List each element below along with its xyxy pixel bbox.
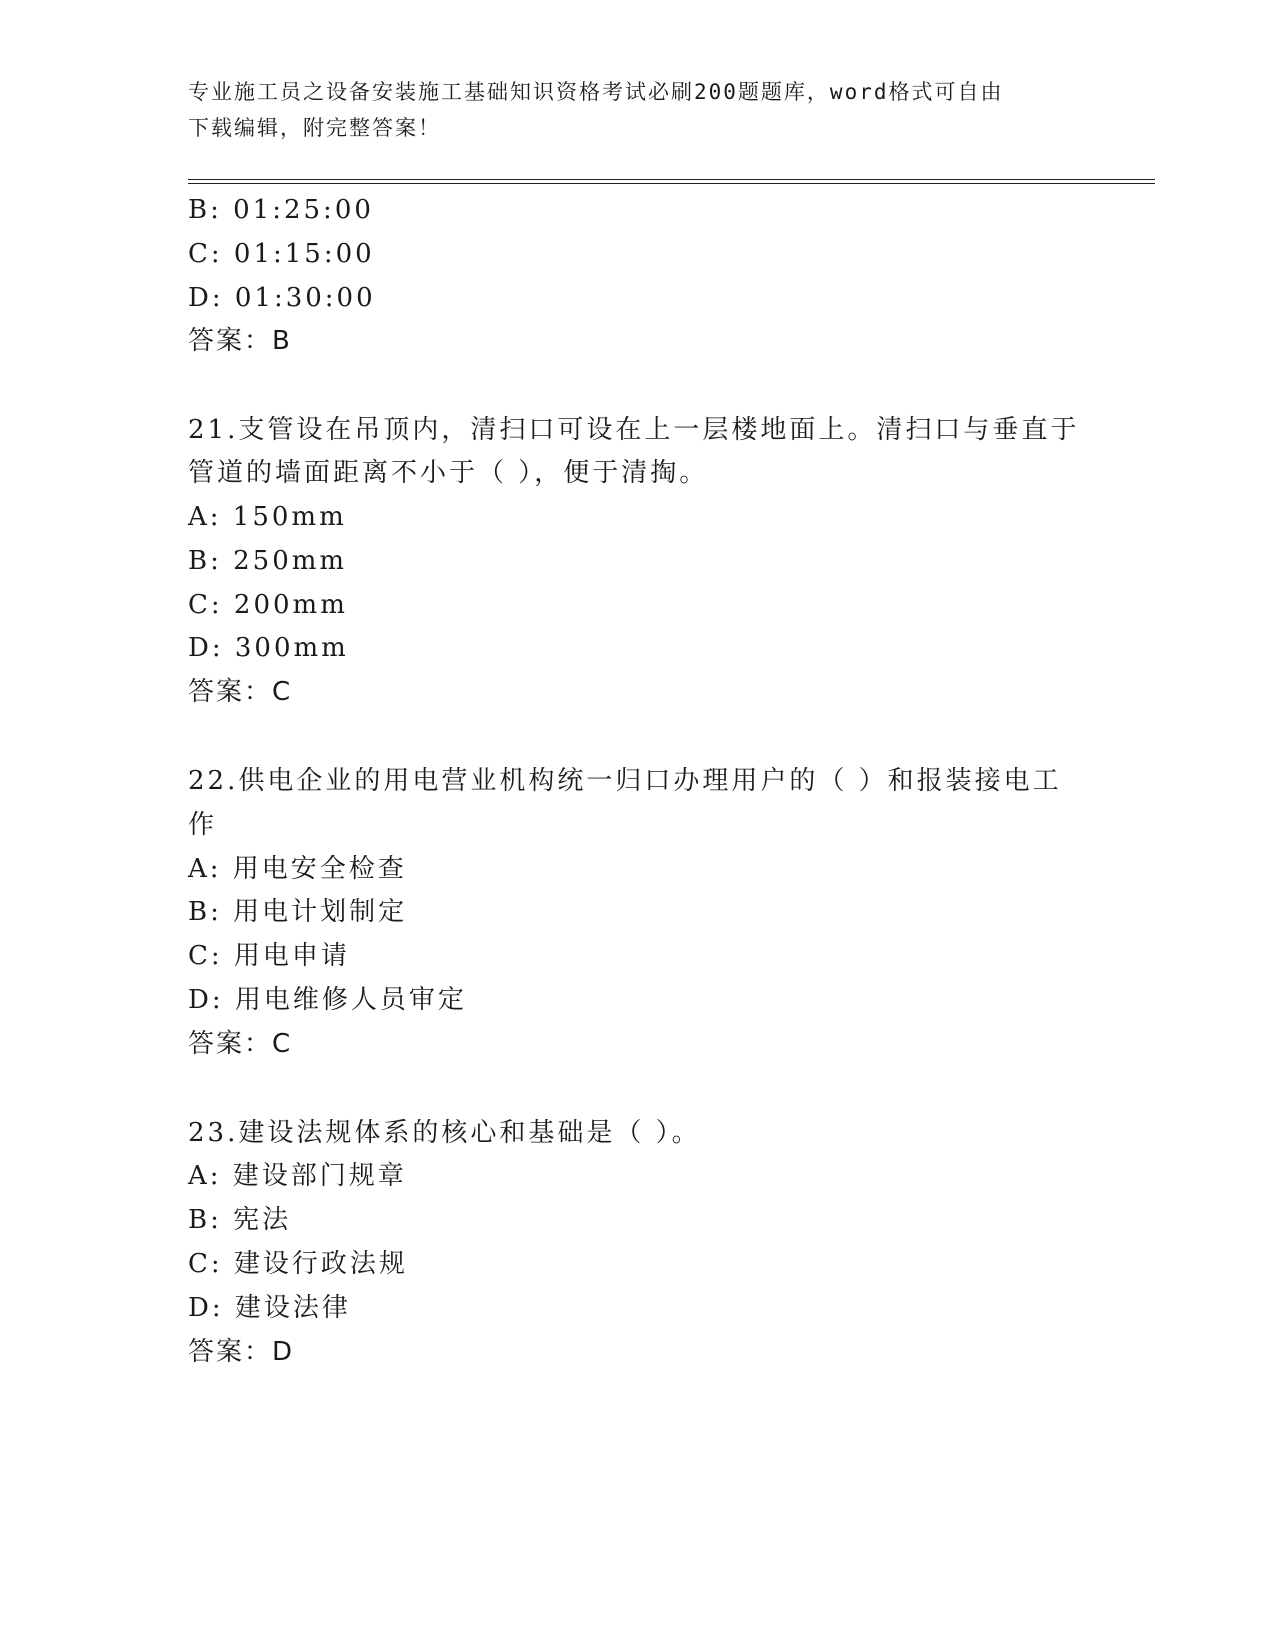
page-header — [188, 74, 1068, 146]
q23-text-line-1: 23.建设法规体系的核心和基础是（ ）。 — [188, 1118, 701, 1148]
q21-text-line-1: 21.支管设在吊顶内，清扫口可设在上一层楼地面上。清扫口与垂直于 — [188, 415, 1080, 445]
prev-option-c: C: 01:15:00 — [188, 239, 375, 269]
q21-option-d: D: 300mm — [188, 633, 349, 663]
header-line-1: 专业施工员之设备安装施工基础知识资格考试必刷200题题库，word格式可自由 — [188, 80, 1004, 104]
q21-answer: 答案：C — [188, 677, 293, 707]
q23-option-b: B: 宪法 — [188, 1205, 292, 1235]
prev-option-b: B: 01:25:00 — [188, 195, 374, 225]
q21-text-line-2: 管道的墙面距离不小于（ ），便于清掏。 — [188, 458, 709, 488]
q22-text-line-2: 作 — [188, 810, 218, 840]
q22-option-b: B: 用电计划制定 — [188, 897, 408, 927]
q21-option-c: C: 200mm — [188, 590, 348, 620]
q23-option-a: A: 建设部门规章 — [188, 1161, 407, 1191]
q21-option-b: B: 250mm — [188, 546, 348, 576]
q22-option-c: C: 用电申请 — [188, 941, 350, 971]
q21-option-a: A: 150mm — [188, 502, 347, 532]
q23-option-d: D: 建设法律 — [188, 1293, 351, 1323]
q22-answer: 答案：C — [188, 1029, 293, 1059]
q22-text-line-1: 22.供电企业的用电营业机构统一归口办理用户的（ ）和报装接电工 — [188, 766, 1062, 796]
q22-option-d: D: 用电维修人员审定 — [188, 985, 467, 1015]
header-line-2: 下载编辑，附完整答案！ — [188, 116, 441, 140]
prev-answer: 答案：B — [188, 326, 292, 356]
q23-answer: 答案：D — [188, 1337, 295, 1367]
header-rule-bottom — [188, 183, 1155, 184]
q22-option-a: A: 用电安全检查 — [188, 854, 407, 884]
q23-option-c: C: 建设行政法规 — [188, 1249, 408, 1279]
header-rule-top — [188, 179, 1155, 180]
prev-option-d: D: 01:30:00 — [188, 283, 376, 313]
